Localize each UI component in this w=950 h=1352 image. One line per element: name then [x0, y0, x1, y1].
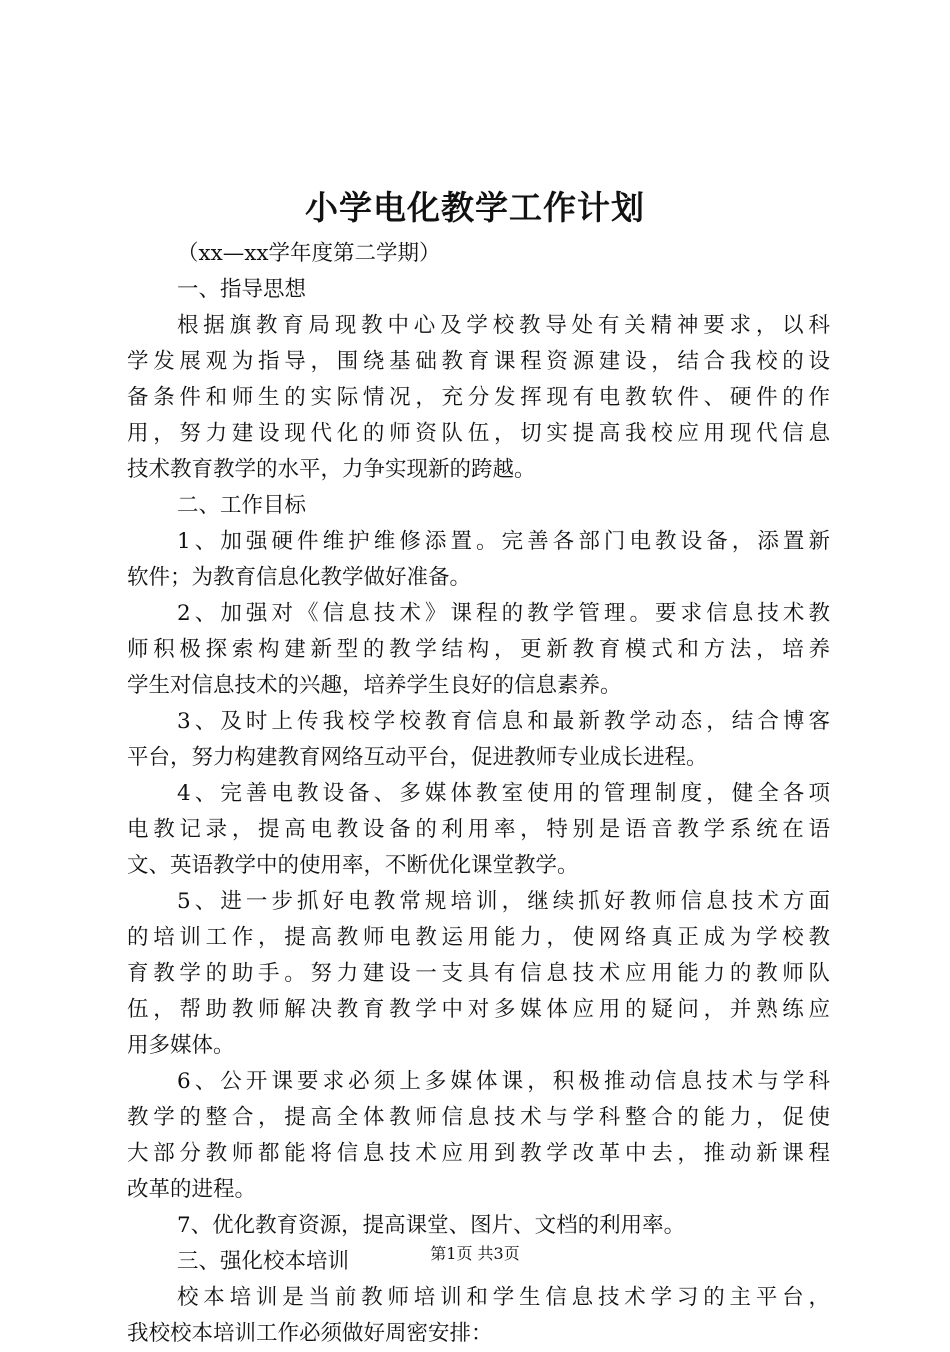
body-line: 育教学的助手。努力建设一支具有信息技术应用能力的教师队	[127, 961, 830, 986]
document-title: 小学电化教学工作计划	[305, 188, 645, 227]
body-line: 7、优化教育资源，提高课堂、图片、文档的利用率。	[177, 1213, 686, 1238]
body-line: 伍，帮助教师解决教育教学中对多媒体应用的疑问，并熟练应	[127, 997, 830, 1022]
page-footer: 第1页 共3页	[430, 1244, 520, 1263]
body-line: 大部分教师都能将信息技术应用到教学改革中去，推动新课程	[127, 1141, 830, 1166]
body-line: 平台，努力构建教育网络互动平台，促进教师专业成长进程。	[127, 745, 708, 770]
body-line: 根据旗教育局现教中心及学校教导处有关精神要求，以科	[177, 313, 830, 338]
body-line: 学生对信息技术的兴趣，培养学生良好的信息素养。	[127, 673, 622, 698]
body-line: 3、及时上传我校学校教育信息和最新教学动态，结合博客	[177, 709, 830, 734]
body-line: 1、加强硬件维护维修添置。完善各部门电教设备，添置新	[177, 529, 830, 554]
body-line: 二、工作目标	[177, 493, 307, 518]
body-line: 师积极探索构建新型的教学结构，更新教育模式和方法，培养	[127, 637, 830, 662]
body-line: 三、强化校本培训	[177, 1249, 350, 1274]
document-body	[127, 236, 830, 1352]
body-line: 备条件和师生的实际情况，充分发挥现有电教软件、硬件的作	[127, 385, 830, 410]
body-line: 技术教育教学的水平，力争实现新的跨越。	[127, 457, 536, 482]
body-line: 校本培训是当前教师培训和学生信息技术学习的主平台，	[177, 1285, 830, 1310]
body-line: 用，努力建设现代化的师资队伍，切实提高我校应用现代信息	[127, 421, 830, 446]
body-line: （xx—xx学年度第二学期）	[177, 241, 441, 266]
body-line: 一、指导思想	[177, 277, 307, 302]
body-line: 学发展观为指导，围绕基础教育课程资源建设，结合我校的设	[127, 349, 830, 374]
body-line: 用多媒体。	[127, 1033, 235, 1058]
body-line: 软件；为教育信息化教学做好准备。	[127, 565, 472, 590]
body-line: 的培训工作，提高教师电教运用能力，使网络真正成为学校教	[127, 925, 830, 950]
body-line: 改革的进程。	[127, 1177, 257, 1202]
body-line: 2、加强对《信息技术》课程的教学管理。要求信息技术教	[177, 601, 830, 626]
body-line: 我校校本培训工作必须做好周密安排：	[127, 1321, 493, 1346]
body-line: 教学的整合，提高全体教师信息技术与学科整合的能力，促使	[127, 1105, 830, 1130]
body-line: 文、英语教学中的使用率，不断优化课堂教学。	[127, 853, 579, 878]
body-line: 6、公开课要求必须上多媒体课，积极推动信息技术与学科	[177, 1069, 830, 1094]
body-line: 5、进一步抓好电教常规培训，继续抓好教师信息技术方面	[177, 889, 830, 914]
body-line: 4、完善电教设备、多媒体教室使用的管理制度，健全各项	[177, 781, 830, 806]
body-line: 电教记录，提高电教设备的利用率，特别是语音教学系统在语	[127, 817, 830, 842]
